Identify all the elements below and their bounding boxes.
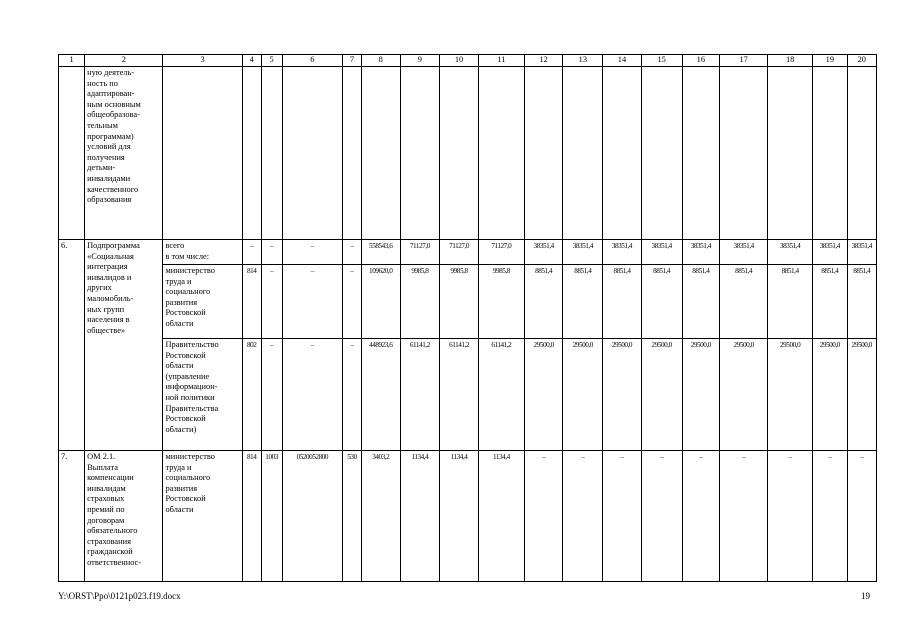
col-header: 2 — [85, 55, 163, 67]
table-row — [59, 451, 877, 582]
row-number-cell: 6. — [59, 240, 85, 451]
value-cell: 1134,4 — [478, 451, 524, 582]
value-cell: 38351,4 — [641, 240, 682, 265]
value-cell: 814 — [242, 451, 261, 582]
col-header: 8 — [361, 55, 400, 67]
value-cell: 3403,2 — [361, 451, 400, 582]
col-header: 9 — [400, 55, 440, 67]
value-cell: 8851,4 — [603, 265, 642, 339]
value-cell: – — [343, 339, 362, 451]
value-cell: 8851,4 — [563, 265, 603, 339]
value-cell: 38351,4 — [847, 240, 876, 265]
executor-cell: министерство труда и социального развития Ростовской области — [163, 451, 242, 582]
value-cell: 29500,0 — [563, 339, 603, 451]
value-cell: 29500,0 — [847, 339, 876, 451]
value-cell: – — [563, 451, 603, 582]
value-cell: 8851,4 — [813, 265, 847, 339]
value-cell: 71127,0 — [478, 240, 524, 265]
col-header: 16 — [682, 55, 720, 67]
value-cell: – — [282, 339, 343, 451]
value-cell: 448923,6 — [361, 339, 400, 451]
value-cell: 9985,8 — [478, 265, 524, 339]
value-cell: 814 — [242, 265, 261, 339]
value-cell: 1003 — [261, 451, 282, 582]
value-cell: – — [261, 265, 282, 339]
value-cell: – — [641, 451, 682, 582]
col-header: 17 — [720, 55, 768, 67]
value-cell: 29500,0 — [524, 339, 563, 451]
value-cell: – — [242, 240, 261, 265]
value-cell: – — [720, 451, 768, 582]
value-cell: 71127,0 — [400, 240, 440, 265]
value-cell: 530 — [343, 451, 362, 582]
col-header: 20 — [847, 55, 876, 67]
executor-cell: министерство труда и социального развития Ростовской области — [163, 265, 242, 339]
col-header: 3 — [163, 55, 242, 67]
program-name-cell: Подпрограмма «Социальная интеграция инвалидов и других маломобиль- ных групп населения в обществе» — [85, 240, 163, 451]
value-cell: 802 — [242, 339, 261, 451]
value-cell: 8851,4 — [720, 265, 768, 339]
value-cell: 9985,8 — [400, 265, 440, 339]
table-row — [59, 265, 877, 339]
col-header: 13 — [563, 55, 603, 67]
row-number-cell: 7. — [59, 451, 85, 582]
value-cell: 29500,0 — [720, 339, 768, 451]
value-cell: 38351,4 — [768, 240, 813, 265]
value-cell: 71127,0 — [440, 240, 479, 265]
value-cell: 38351,4 — [682, 240, 720, 265]
value-cell: 1134,4 — [400, 451, 440, 582]
col-header: 6 — [282, 55, 343, 67]
row-number-cell — [59, 67, 85, 240]
value-cell: 0520052800 — [282, 451, 343, 582]
value-cell: 8851,4 — [682, 265, 720, 339]
value-cell: 29500,0 — [813, 339, 847, 451]
col-header: 19 — [813, 55, 847, 67]
value-cell: 558543,6 — [361, 240, 400, 265]
table-row — [59, 240, 877, 265]
value-cell: – — [682, 451, 720, 582]
value-cell: – — [282, 265, 343, 339]
col-header: 4 — [242, 55, 261, 67]
col-header: 15 — [641, 55, 682, 67]
value-cell: 61141,2 — [478, 339, 524, 451]
value-cell: 8851,4 — [768, 265, 813, 339]
value-cell: 38351,4 — [563, 240, 603, 265]
col-header: 7 — [343, 55, 362, 67]
page-number: 19 — [861, 591, 870, 601]
executor-cell: Правительство Ростовской области (управление информацион- ной политики Правительства Ростовской области) — [163, 339, 242, 451]
value-cell: 29500,0 — [641, 339, 682, 451]
value-cell: 29500,0 — [682, 339, 720, 451]
value-cell: 29500,0 — [603, 339, 642, 451]
value-cell: – — [261, 240, 282, 265]
value-cell: 29500,0 — [768, 339, 813, 451]
col-header: 14 — [603, 55, 642, 67]
value-cell: – — [813, 451, 847, 582]
value-cell: – — [847, 451, 876, 582]
program-name-cell: ОМ 2.1. Выплата компенсации инвалидам страховых премий по договорам обязательного страхования гражданской ответственнос- — [85, 451, 163, 582]
value-cell: – — [282, 240, 343, 265]
value-cell: 1134,4 — [440, 451, 479, 582]
value-cell: 8851,4 — [641, 265, 682, 339]
value-cell: 38351,4 — [603, 240, 642, 265]
value-cell: 38351,4 — [720, 240, 768, 265]
col-header: 12 — [524, 55, 563, 67]
program-name-cell: ную деятель- ность по адаптирован- ным основным общеобразова- тельным программам) условий для получения детьми- инвалидами качественного образования — [85, 67, 163, 240]
value-cell: 8851,4 — [524, 265, 563, 339]
value-cell: 8851,4 — [847, 265, 876, 339]
value-cell: 61141,2 — [400, 339, 440, 451]
value-cell: 9985,8 — [440, 265, 479, 339]
col-header: 1 — [59, 55, 85, 67]
value-cell: 38351,4 — [813, 240, 847, 265]
executor-cell — [163, 67, 242, 240]
value-cell: – — [524, 451, 563, 582]
value-cell: 38351,4 — [524, 240, 563, 265]
table-row-continuation — [59, 67, 877, 240]
col-header: 10 — [440, 55, 479, 67]
value-cell: 61141,2 — [440, 339, 479, 451]
value-cell: – — [261, 339, 282, 451]
budget-table — [58, 54, 877, 582]
col-header: 11 — [478, 55, 524, 67]
value-cell: 109620,0 — [361, 265, 400, 339]
col-header: 18 — [768, 55, 813, 67]
value-cell: – — [343, 240, 362, 265]
file-path: Y:\ORST\Ppo\0121p023.f19.docx — [58, 591, 181, 601]
executor-cell: всего в том числе: — [163, 240, 242, 265]
value-cell: – — [603, 451, 642, 582]
table-row — [59, 339, 877, 451]
col-header: 5 — [261, 55, 282, 67]
column-number-row — [59, 55, 877, 67]
value-cell: – — [768, 451, 813, 582]
value-cell: – — [343, 265, 362, 339]
